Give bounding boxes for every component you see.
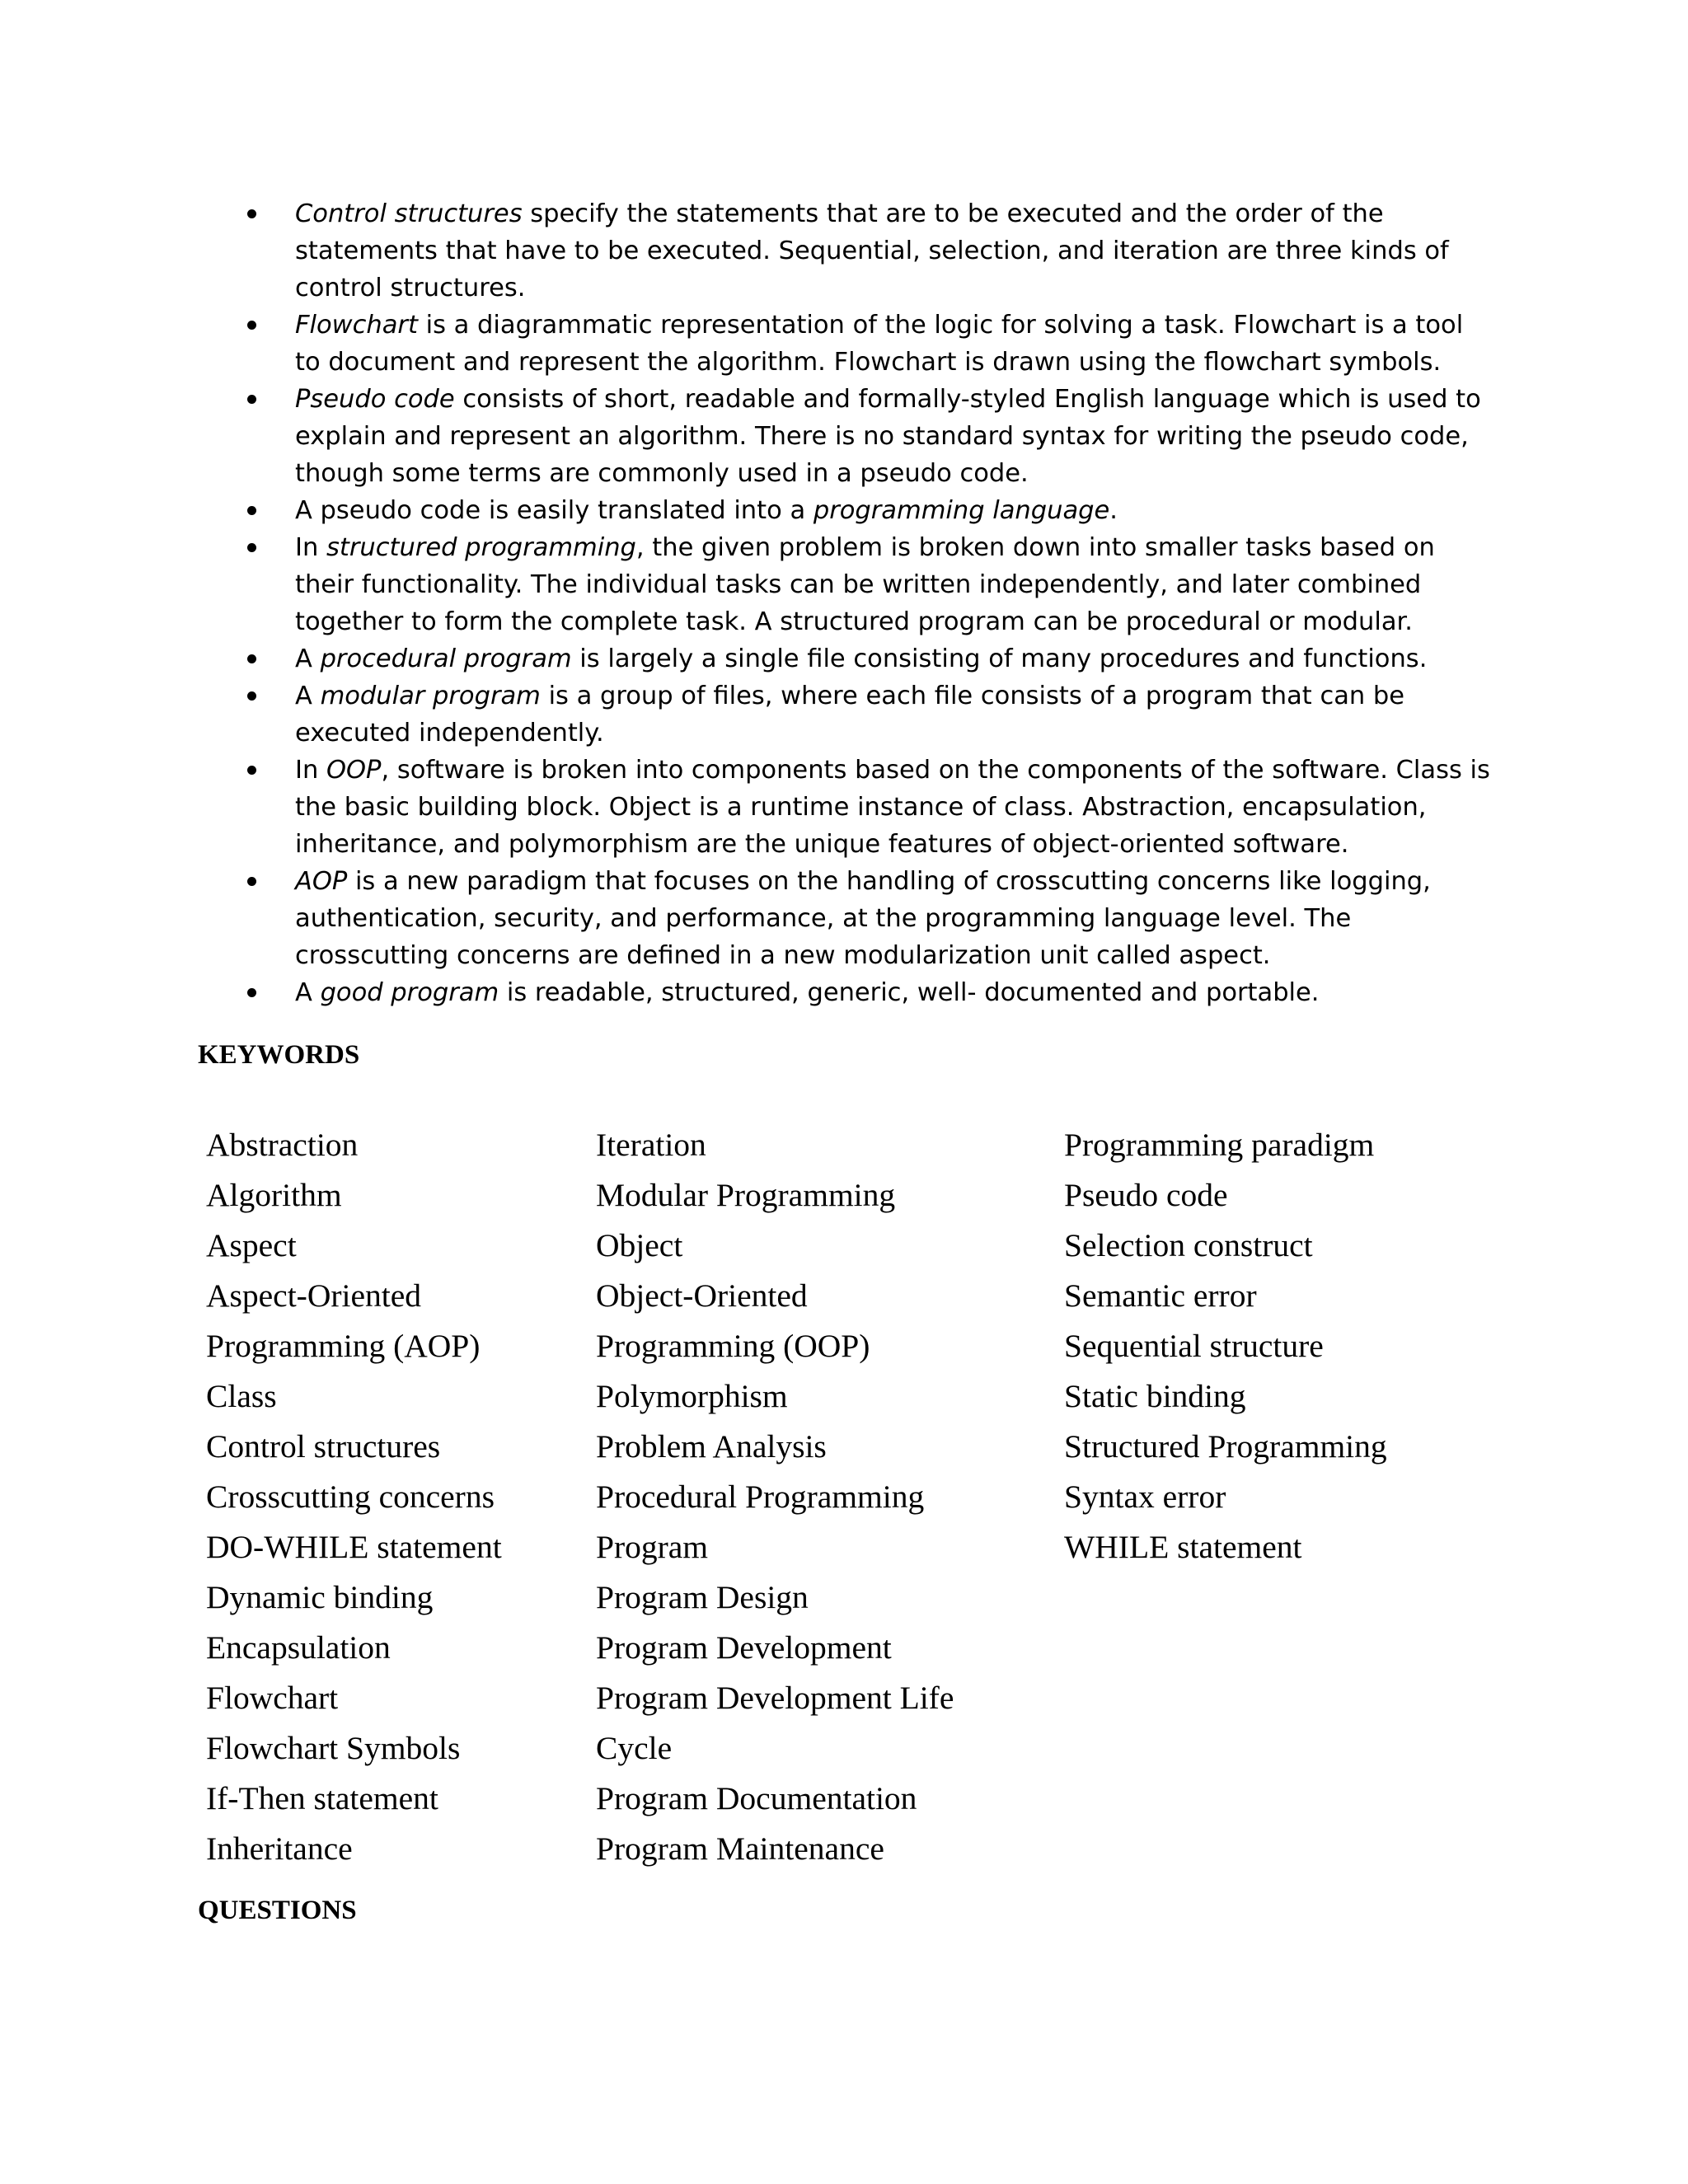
bullet-item	[247, 195, 1492, 307]
bullet-item	[247, 863, 1492, 974]
keyword-item: Static binding	[1064, 1378, 1246, 1414]
keyword-item: Program Documentation	[596, 1780, 917, 1816]
keyword-item: Problem Analysis	[596, 1428, 827, 1465]
keyword-item: Programming paradigm	[1064, 1127, 1375, 1163]
bullet-item	[247, 640, 1492, 677]
bullet-term: modular program	[320, 682, 541, 710]
bullet-term: programming language	[813, 496, 1110, 525]
keyword-item: Syntax error	[1064, 1479, 1226, 1515]
questions-heading: QUESTIONS	[198, 1896, 357, 1925]
bullet-text: is a group of files, where each file consists of a program that can be executed independently.	[295, 682, 1405, 748]
keyword-item: Object	[596, 1227, 683, 1263]
bullet-dot-icon	[247, 506, 256, 515]
bullet-dot-icon	[247, 321, 256, 330]
keyword-item: Inheritance	[206, 1830, 353, 1867]
keyword-item: Pseudo code	[1064, 1177, 1228, 1213]
keyword-item: Polymorphism	[596, 1378, 788, 1414]
keyword-item: Structured Programming	[1064, 1428, 1387, 1465]
bullet-item	[247, 752, 1492, 863]
bullet-text: consists of short, readable and formally-styled English language which is used to explain and represent an algorithm. There is no standard syntax for writing the pseudo code, though some terms are commonly used in a pseudo code.	[295, 385, 1481, 488]
keyword-item: Modular Programming	[596, 1177, 896, 1213]
bullet-lead-text: A	[295, 644, 321, 673]
bullet-text: is a new paradigm that focuses on the handling of crosscutting concerns like logging, authentication, security, and performance, at the programming language level. The crosscutting concerns are defined in a new modularization unit called aspect.	[295, 867, 1431, 970]
keyword-item: WHILE statement	[1064, 1529, 1302, 1565]
keyword-item: Iteration	[596, 1127, 706, 1163]
bullet-lead-text: A	[295, 978, 321, 1007]
bullet-item	[247, 529, 1492, 640]
bullet-item	[247, 677, 1492, 752]
bullet-dot-icon	[247, 988, 256, 997]
keywords-column-2	[596, 1120, 954, 1874]
bullet-term: Control structures	[295, 199, 523, 228]
bullet-dot-icon	[247, 766, 256, 775]
keyword-item: Program	[596, 1529, 709, 1565]
keyword-item: Crosscutting concerns	[206, 1479, 495, 1515]
bullet-text: specify the statements that are to be executed and the order of the statements that have to be executed. Sequential, selection, and iteration are three kinds of control structures.	[295, 199, 1449, 302]
bullet-dot-icon	[247, 691, 256, 701]
bullet-text: , the given problem is broken down into smaller tasks based on their functionality. The individual tasks can be written independently, and later combined together to form the complete task. A structured program can be procedural or modular.	[295, 533, 1435, 636]
keywords-column-3	[1064, 1120, 1387, 1572]
bullet-lead-text: In	[295, 756, 327, 785]
bullet-text: is readable, structured, generic, well- documented and portable.	[499, 978, 1320, 1007]
keyword-item: Program Maintenance	[596, 1830, 884, 1867]
bullet-item	[247, 307, 1492, 381]
bullet-term: AOP	[295, 867, 348, 896]
bullet-dot-icon	[247, 877, 256, 886]
keyword-item: Cycle	[596, 1730, 673, 1766]
keyword-item: DO-WHILE statement	[206, 1529, 502, 1565]
keyword-item: Control structures	[206, 1428, 441, 1465]
keyword-item: Selection construct	[1064, 1227, 1313, 1263]
keyword-item: Programming (AOP)	[206, 1328, 481, 1364]
keyword-item: Algorithm	[206, 1177, 342, 1213]
bullet-text: is a diagrammatic representation of the logic for solving a task. Flowchart is a tool to document and represent the algorithm. Flowchart is drawn using the flowchart symbols.	[295, 311, 1464, 377]
keyword-item: Program Development Life	[596, 1680, 954, 1716]
keyword-item: Aspect-Oriented	[206, 1277, 422, 1314]
bullet-item	[247, 492, 1492, 529]
keyword-item: Procedural Programming	[596, 1479, 925, 1515]
keyword-item: Semantic error	[1064, 1277, 1257, 1314]
bullet-item	[247, 974, 1492, 1011]
keyword-item: Flowchart	[206, 1680, 339, 1716]
bullet-lead-text: A	[295, 682, 321, 710]
bullet-dot-icon	[247, 209, 256, 218]
keyword-item: Programming (OOP)	[596, 1328, 870, 1364]
bullet-lead-text: In	[295, 533, 327, 562]
keyword-item: Aspect	[206, 1227, 297, 1263]
bullet-dot-icon	[247, 543, 256, 552]
keyword-item: Object-Oriented	[596, 1277, 808, 1314]
bullet-text: , software is broken into components based on the components of the software. Class is the basic building block. Object is a runtime instance of class. Abstraction, encapsulation, inheritance, and polymorphism are the unique features of object-oriented software.	[295, 756, 1490, 859]
keyword-item: Sequential structure	[1064, 1328, 1324, 1364]
bullet-term: Flowchart	[295, 311, 418, 340]
keyword-item: Flowchart Symbols	[206, 1730, 461, 1766]
bullet-term: Pseudo code	[295, 385, 455, 414]
keyword-item: Program Design	[596, 1579, 809, 1615]
summary-bullet-list	[247, 195, 1492, 1011]
bullet-term: structured programming	[326, 533, 636, 562]
bullet-text: is largely a single file consisting of many procedures and functions.	[571, 644, 1428, 673]
bullet-term: OOP	[326, 756, 382, 785]
bullet-dot-icon	[247, 654, 256, 663]
bullet-term: procedural program	[320, 644, 572, 673]
keyword-item: Abstraction	[206, 1127, 359, 1163]
keyword-item: Encapsulation	[206, 1629, 391, 1666]
bullet-term: good program	[320, 978, 499, 1007]
keyword-item: If-Then statement	[206, 1780, 438, 1816]
bullet-item	[247, 381, 1492, 492]
keyword-item: Program Development	[596, 1629, 892, 1666]
keywords-heading: KEYWORDS	[198, 1040, 360, 1070]
bullet-text: .	[1109, 496, 1118, 525]
bullet-lead-text: A pseudo code is easily translated into a	[295, 496, 814, 525]
bullet-dot-icon	[247, 395, 256, 404]
keyword-item: Class	[206, 1378, 277, 1414]
keywords-column-1	[206, 1120, 502, 1874]
keyword-item: Dynamic binding	[206, 1579, 434, 1615]
